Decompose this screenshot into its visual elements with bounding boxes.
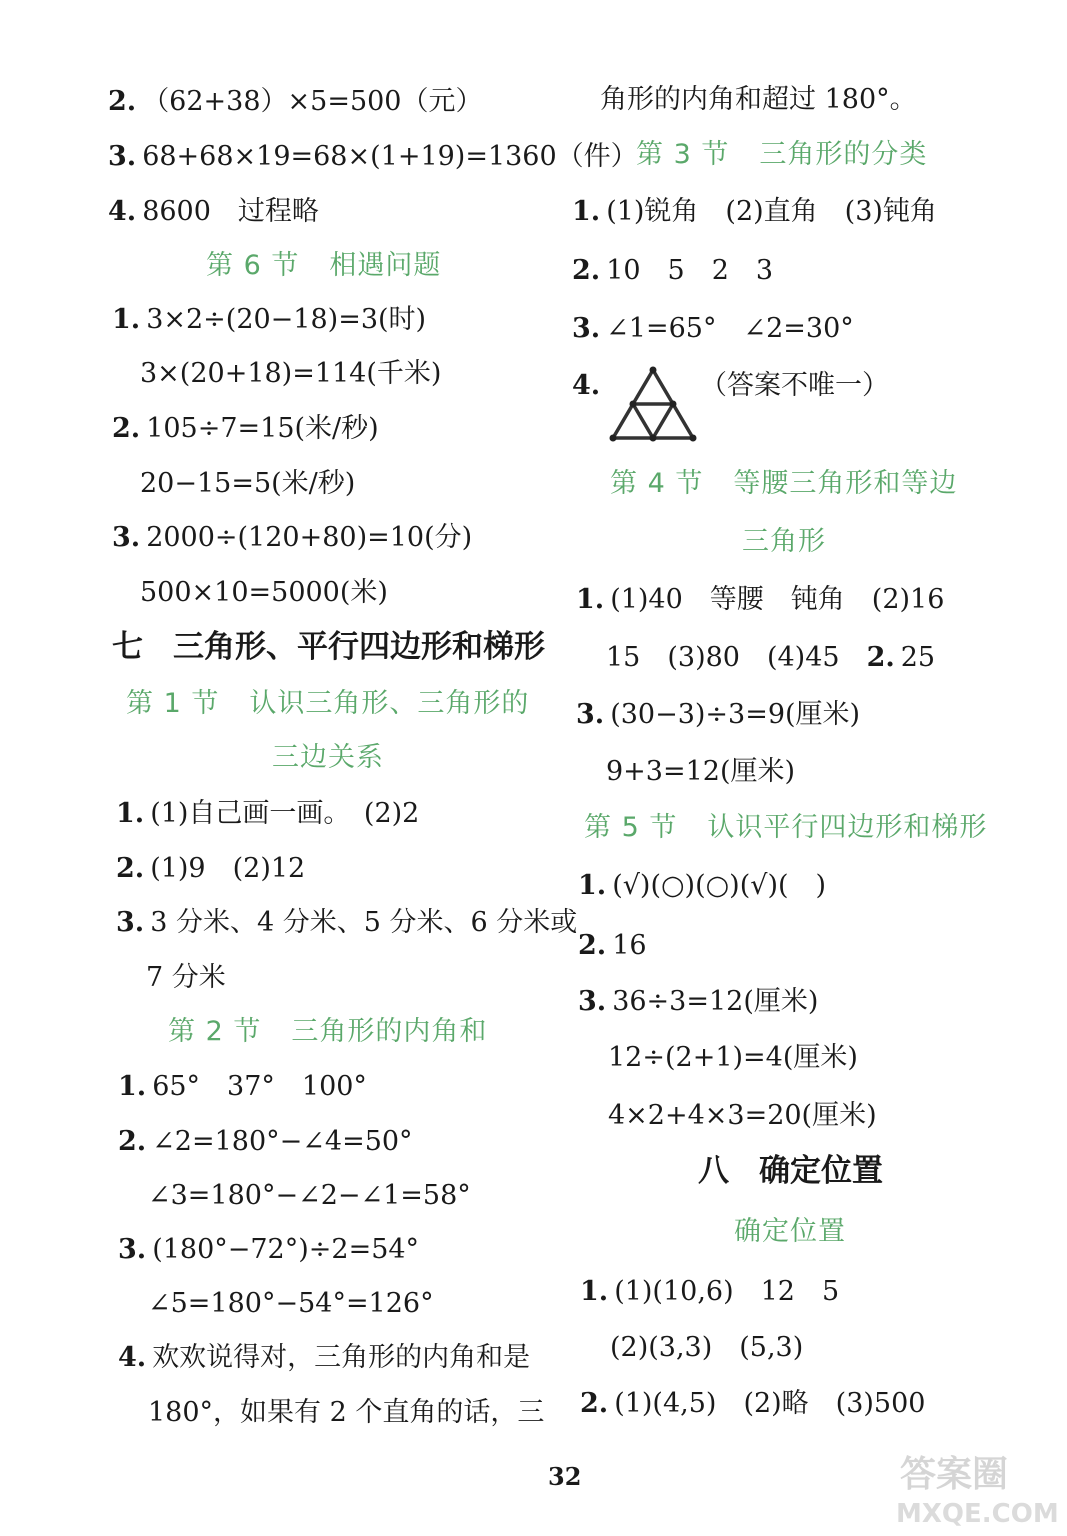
section-heading-cont: 三角形 <box>742 526 826 557</box>
section-heading: 第 4 节 等腰三角形和等边 <box>610 468 958 499</box>
answer-line: 角形的内角和超过 180°。 <box>600 84 917 115</box>
answer-line: 2. 10 5 2 3 <box>572 255 774 286</box>
answer-line: 2. 16 <box>578 930 647 961</box>
answer-line: 1. 3×2÷(20−18)=3(时) <box>112 304 427 335</box>
chapter-heading: 七 三角形、平行四边形和梯形 <box>112 629 545 665</box>
matchstick-triangles-figure <box>608 364 698 444</box>
chapter-heading: 八 确定位置 <box>698 1153 883 1189</box>
answer-line: ∠5=180°−54°=126° <box>148 1288 434 1319</box>
section-heading-cont: 三边关系 <box>272 742 384 773</box>
answer-line: 9+3=12(厘米) <box>606 756 796 787</box>
section-heading: 确定位置 <box>734 1216 846 1247</box>
answer-line: 3. (30−3)÷3=9(厘米) <box>576 699 861 730</box>
section-heading: 第 6 节 相遇问题 <box>206 250 442 281</box>
answer-line: 3. ∠1=65° ∠2=30° <box>572 313 854 344</box>
answer-line: 2. ∠2=180°−∠4=50° <box>118 1126 413 1157</box>
section-heading: 第 2 节 三角形的内角和 <box>168 1016 488 1047</box>
watermark-line1: 答案圈 <box>900 1454 1009 1495</box>
answer-line: 12÷(2+1)=4(厘米) <box>608 1042 858 1073</box>
answer-line: 4. <box>572 370 601 401</box>
watermark-logo <box>890 1448 1060 1530</box>
answer-line: 15 (3)80 (4)45 2. 25 <box>606 642 936 673</box>
answer-line: 3. (180°−72°)÷2=54° <box>118 1234 420 1265</box>
section-heading: 第 1 节 认识三角形、三角形的 <box>126 688 530 719</box>
section-heading: 第 3 节 三角形的分类 <box>636 139 928 170</box>
answer-line: 1. 65° 37° 100° <box>118 1071 367 1102</box>
section-heading: 第 5 节 认识平行四边形和梯形 <box>584 812 988 843</box>
watermark-line2: MXQE.COM <box>896 1499 1059 1529</box>
answer-line: 3×(20+18)=114(千米) <box>140 358 442 389</box>
answer-line: 1. (1)锐角 (2)直角 (3)钝角 <box>572 196 937 227</box>
answer-line: 2. 105÷7=15(米/秒) <box>112 413 379 444</box>
answer-line: 3. 68+68×19=68×(1+19)=1360（件） <box>108 141 638 172</box>
page-number: 32 <box>548 1462 582 1491</box>
answer-line: 2. （62+38）×5=500（元） <box>108 86 483 117</box>
answer-line: 4. 8600 过程略 <box>108 196 319 227</box>
answer-line: 4×2+4×3=20(厘米) <box>608 1100 877 1131</box>
answer-line: 2. (1)9 (2)12 <box>116 853 306 884</box>
answer-line: 3. 36÷3=12(厘米) <box>578 986 819 1017</box>
answer-line: 1. (1)40 等腰 钝角 (2)16 <box>576 584 945 615</box>
answer-line: 180°，如果有 2 个直角的话，三 <box>148 1397 545 1428</box>
answer-line: （答案不唯一） <box>700 370 889 401</box>
answer-line: 1. (1)自己画一画。 (2)2 <box>116 798 420 829</box>
answer-line: 3. 2000÷(120+80)=10(分) <box>112 522 473 553</box>
answer-line: 3. 3 分米、4 分米、5 分米、6 分米或 <box>116 907 578 938</box>
answer-line: 4. 欢欢说得对，三角形的内角和是 <box>118 1342 531 1373</box>
answer-line: ∠3=180°−∠2−∠1=58° <box>148 1180 471 1211</box>
answer-line: 500×10=5000(米) <box>140 577 388 608</box>
answer-line: 2. (1)(4,5) (2)略 (3)500 <box>580 1388 926 1419</box>
answer-line: (2)(3,3) (5,3) <box>610 1332 804 1363</box>
answer-line: 20−15=5(米/秒) <box>140 468 356 499</box>
answer-line: 7 分米 <box>146 962 226 993</box>
answer-line: 1. (1)(10,6) 12 5 <box>580 1276 840 1307</box>
answer-line: 1. (√)(○)(○)(√)( ) <box>578 870 827 901</box>
